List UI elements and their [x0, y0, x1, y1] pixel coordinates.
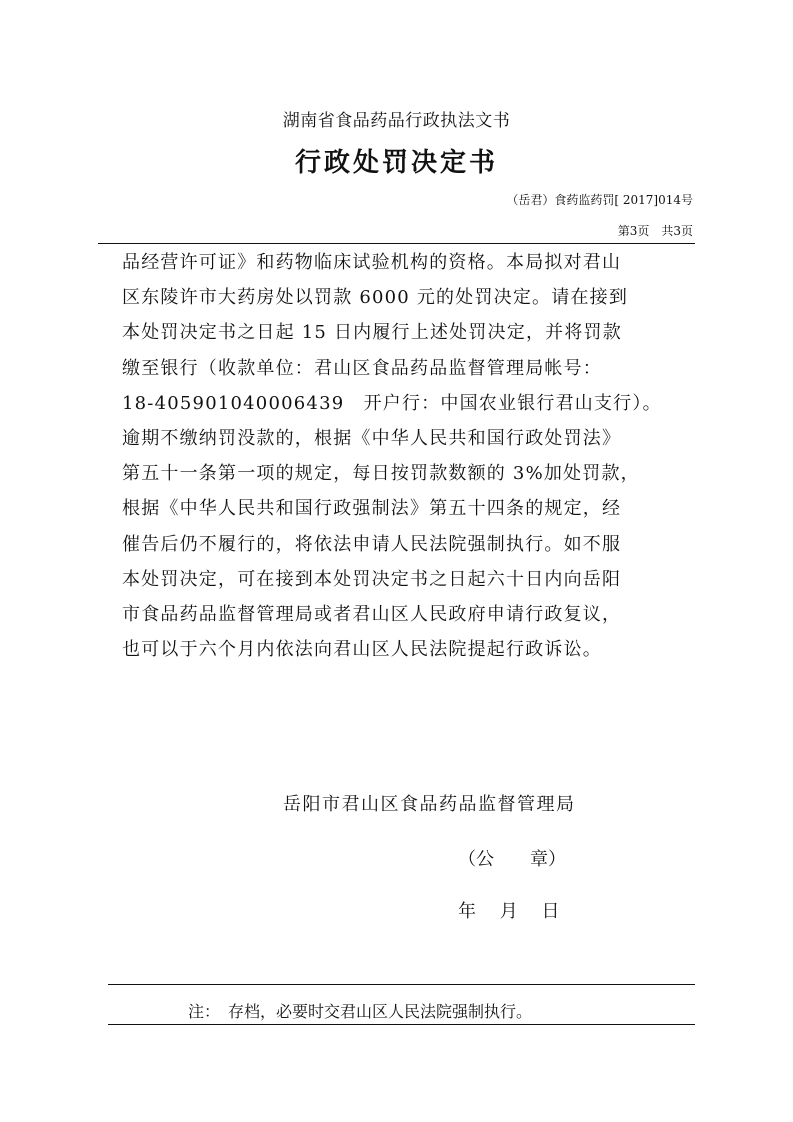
document-title: 行政处罚决定书	[294, 148, 498, 178]
body-line: 也可以于六个月内依法向君山区人民法院提起行政诉讼。	[122, 639, 602, 661]
footer-note: 注： 存档，必要时交君山区人民法院强制执行。	[188, 1002, 533, 1021]
signature-date: 年 月 日	[458, 901, 560, 922]
body-line: 催告后仍不履行的，将依法申请人民法院强制执行。如不服	[122, 533, 622, 555]
issuing-agency: 湖南省食品药品行政执法文书	[282, 111, 511, 131]
header-divider	[98, 243, 695, 244]
body-line: 18-405901040006439 开户行：中国农业银行君山支行）。	[122, 392, 662, 414]
body-line: 本处罚决定，可在接到本处罚决定书之日起六十日内向岳阳	[122, 568, 622, 590]
footer-divider-top	[108, 984, 695, 985]
body-line: 缴至银行（收款单位：君山区食品药品监督管理局帐号：	[122, 357, 602, 379]
body-line: 本处罚决定书之日起 15 日内履行上述处罚决定，并将罚款	[122, 322, 622, 344]
signing-organization: 岳阳市君山区食品药品监督管理局	[283, 794, 576, 815]
body-line: 品经营许可证》和药物临床试验机构的资格。本局拟对君山	[122, 252, 622, 273]
body-line: 第五十一条第一项的规定，每日按罚款数额的 3%加处罚款，	[122, 463, 640, 485]
body-line: 市食品药品监督管理局或者君山区人民政府申请行政复议，	[122, 603, 622, 625]
page-indicator: 第3页 共3页	[617, 224, 693, 238]
official-seal-placeholder: （公 章）	[458, 849, 566, 870]
document-number: （岳君）食药监药罚[ 2017]014号	[506, 193, 693, 207]
footer-divider-bottom	[108, 1024, 695, 1025]
body-line: 区东陵许市大药房处以罚款 6000 元的处罚决定。请在接到	[122, 287, 629, 309]
decision-body	[122, 245, 682, 667]
body-line: 逾期不缴纳罚没款的，根据《中华人民共和国行政处罚法》	[122, 427, 622, 449]
body-line: 根据《中华人民共和国行政强制法》第五十四条的规定，经	[122, 498, 622, 520]
